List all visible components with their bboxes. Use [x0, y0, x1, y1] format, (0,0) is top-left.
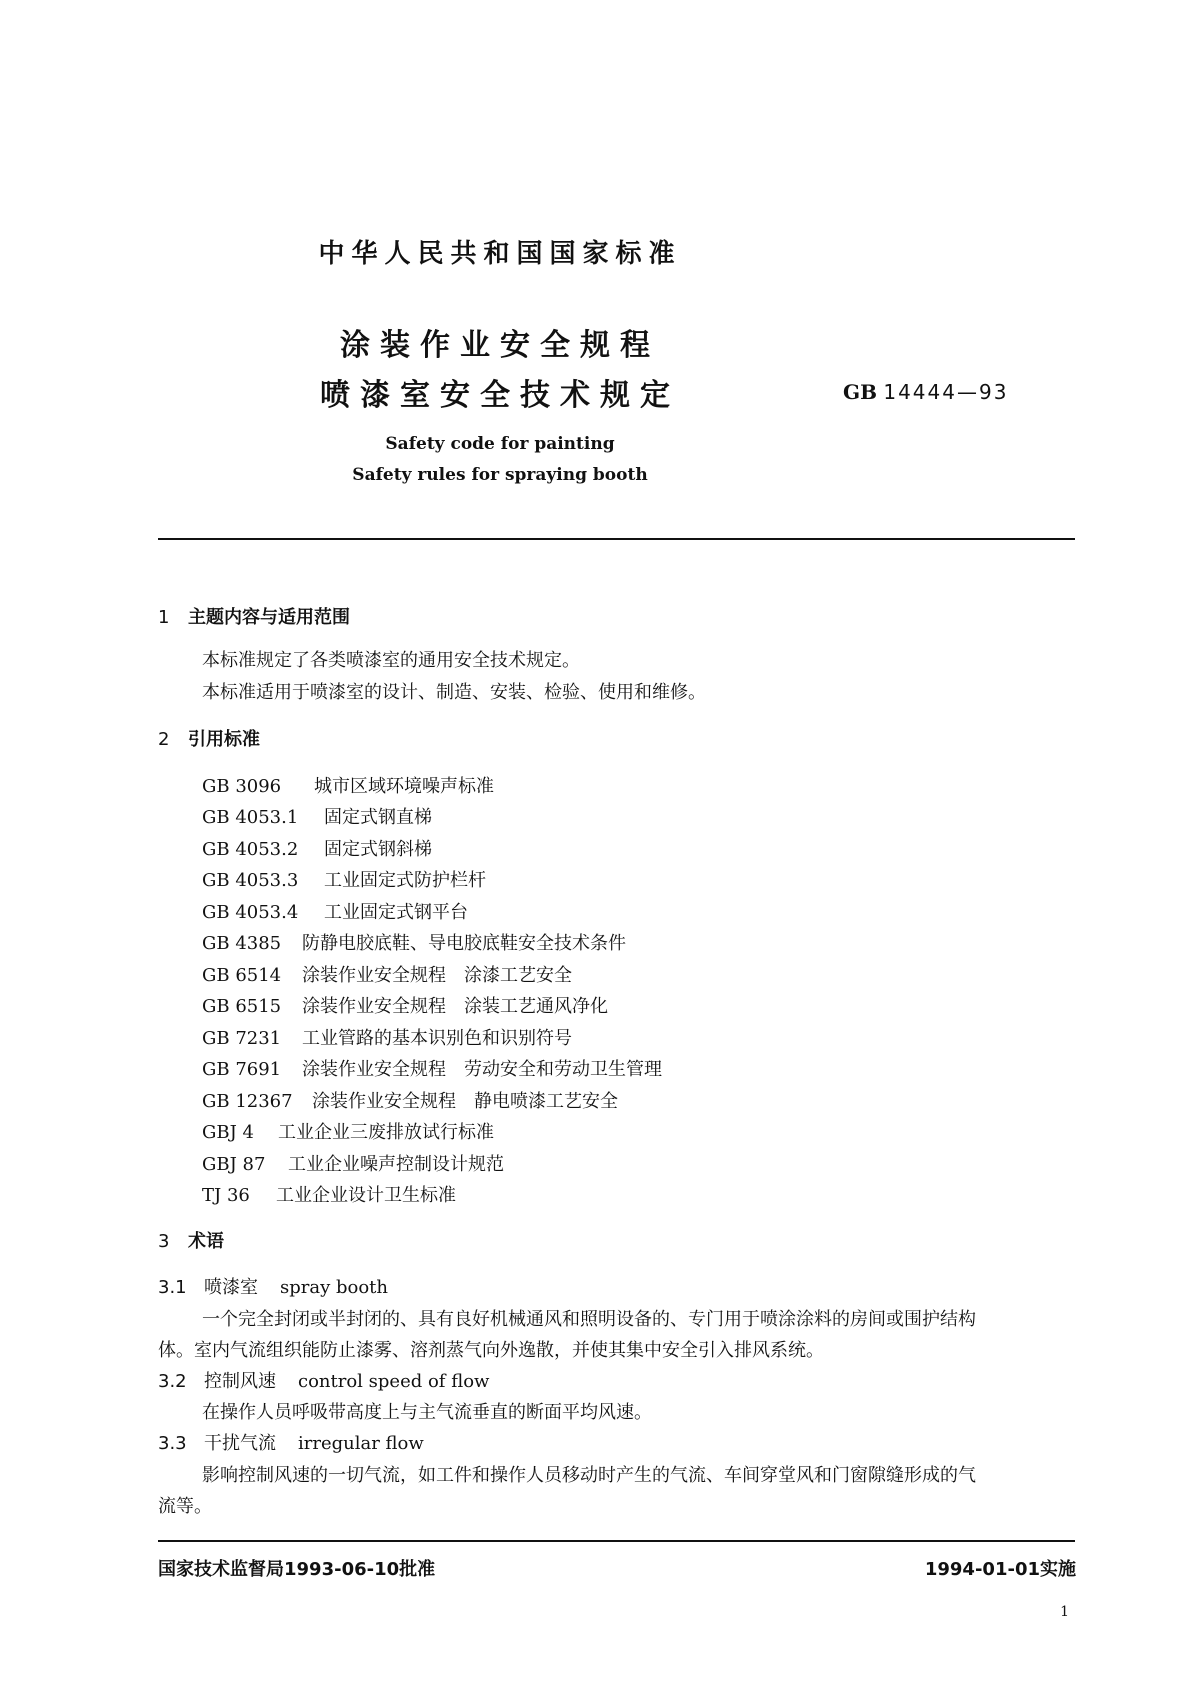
reference-code: GBJ 87 — [202, 1154, 266, 1175]
section-1-heading — [158, 603, 350, 629]
reference-code: GB 6515 — [202, 996, 282, 1017]
reference-code: GB 4385 — [202, 933, 282, 954]
reference-code: GB 4053.4 — [202, 902, 299, 923]
header-divider — [158, 538, 1075, 540]
reference-title: 涂装作业安全规程 涂漆工艺安全 — [302, 965, 572, 986]
reference-code: GBJ 4 — [202, 1122, 254, 1143]
section-number: 2 — [158, 729, 170, 750]
reference-title: 固定式钢直梯 — [324, 807, 432, 828]
term-3-1 — [158, 1273, 388, 1299]
term-chinese: 干扰气流 — [204, 1433, 276, 1454]
reference-code: GB 4053.3 — [202, 870, 299, 891]
reference-item — [202, 898, 468, 924]
reference-item — [202, 803, 432, 829]
reference-title: 工业企业设计卫生标准 — [276, 1185, 456, 1206]
definition-line: 在操作人员呼吸带高度上与主气流垂直的断面平均风速。 — [202, 1402, 652, 1423]
reference-title: 涂装作业安全规程 静电喷漆工艺安全 — [312, 1091, 618, 1112]
reference-code: GB 6514 — [202, 965, 282, 986]
reference-code: GB 12367 — [202, 1091, 293, 1112]
reference-title: 工业企业噪声控制设计规范 — [288, 1154, 504, 1175]
definition-line: 流等。 — [158, 1496, 212, 1517]
document-title-line2: 喷漆室安全技术规定 — [320, 378, 680, 413]
reference-code: GB 4053.2 — [202, 839, 299, 860]
reference-title: 城市区域环境噪声标准 — [314, 776, 494, 797]
section-number: 1 — [158, 607, 170, 628]
standard-prefix: GB — [843, 380, 877, 404]
reference-code: GB 4053.1 — [202, 807, 299, 828]
term-number: 3.2 — [158, 1371, 187, 1392]
section-2-heading — [158, 725, 260, 751]
reference-item — [202, 835, 432, 861]
reference-item — [202, 1181, 456, 1207]
term-number: 3.1 — [158, 1277, 187, 1298]
reference-item — [202, 772, 494, 798]
standard-code: 14444—93 — [883, 380, 1009, 404]
reference-title: 工业管路的基本识别色和识别符号 — [302, 1028, 572, 1049]
page-number: 1 — [1060, 1604, 1069, 1620]
term-number: 3.3 — [158, 1433, 187, 1454]
section-3-heading — [158, 1227, 224, 1253]
term-3-2 — [158, 1367, 489, 1393]
reference-title: 涂装作业安全规程 涂装工艺通风净化 — [302, 996, 608, 1017]
reference-title: 固定式钢斜梯 — [324, 839, 432, 860]
definition-line: 一个完全封闭或半封闭的、具有良好机械通风和照明设备的、专门用于喷涂涂料的房间或围护结构 — [202, 1309, 976, 1330]
definition-line: 影响控制风速的一切气流，如工件和操作人员移动时产生的气流、车间穿堂风和门窗隙缝形成的气 — [202, 1465, 976, 1486]
term-english: control speed of flow — [298, 1371, 490, 1392]
section-title: 术语 — [188, 1231, 224, 1252]
term-chinese: 喷漆室 — [204, 1277, 258, 1298]
reference-item — [202, 961, 572, 987]
term-chinese: 控制风速 — [204, 1371, 276, 1392]
paragraph: 本标准适用于喷漆室的设计、制造、安装、检验、使用和维修。 — [202, 682, 706, 703]
standard-number — [843, 380, 1008, 404]
implementation-date: 1994-01-01实施 — [924, 1559, 1076, 1580]
section-title: 引用标准 — [188, 729, 260, 750]
reference-code: GB 7691 — [202, 1059, 282, 1080]
reference-code: GB 3096 — [202, 776, 282, 797]
reference-title: 涂装作业安全规程 劳动安全和劳动卫生管理 — [302, 1059, 662, 1080]
english-title-line2: Safety rules for spraying booth — [352, 465, 648, 485]
reference-title: 防静电胶底鞋、导电胶底鞋安全技术条件 — [302, 933, 626, 954]
reference-item — [202, 992, 608, 1018]
definition-line: 体。室内气流组织能防止漆雾、溶剂蒸气向外逸散，并使其集中安全引入排风系统。 — [158, 1340, 824, 1361]
reference-code: TJ 36 — [202, 1185, 250, 1206]
reference-title: 工业固定式防护栏杆 — [324, 870, 486, 891]
document-title-line1: 涂装作业安全规程 — [340, 328, 660, 363]
reference-title: 工业企业三废排放试行标准 — [278, 1122, 494, 1143]
reference-item — [202, 1055, 662, 1081]
approval-info: 国家技术监督局1993-06-10批准 — [158, 1559, 436, 1580]
reference-item — [202, 1150, 504, 1176]
term-3-3 — [158, 1429, 424, 1455]
reference-item — [202, 929, 626, 955]
section-number: 3 — [158, 1231, 170, 1252]
footer-divider — [158, 1540, 1075, 1542]
reference-code: GB 7231 — [202, 1028, 282, 1049]
english-title-line1: Safety code for painting — [385, 434, 615, 454]
paragraph: 本标准规定了各类喷漆室的通用安全技术规定。 — [202, 650, 580, 671]
term-english: irregular flow — [298, 1433, 424, 1454]
reference-title: 工业固定式钢平台 — [324, 902, 468, 923]
reference-item — [202, 1118, 494, 1144]
reference-item — [202, 1024, 572, 1050]
section-title: 主题内容与适用范围 — [188, 607, 350, 628]
reference-item — [202, 1087, 618, 1113]
reference-item — [202, 866, 486, 892]
national-standard-heading: 中华人民共和国国家标准 — [318, 239, 682, 269]
term-english: spray booth — [280, 1277, 389, 1298]
